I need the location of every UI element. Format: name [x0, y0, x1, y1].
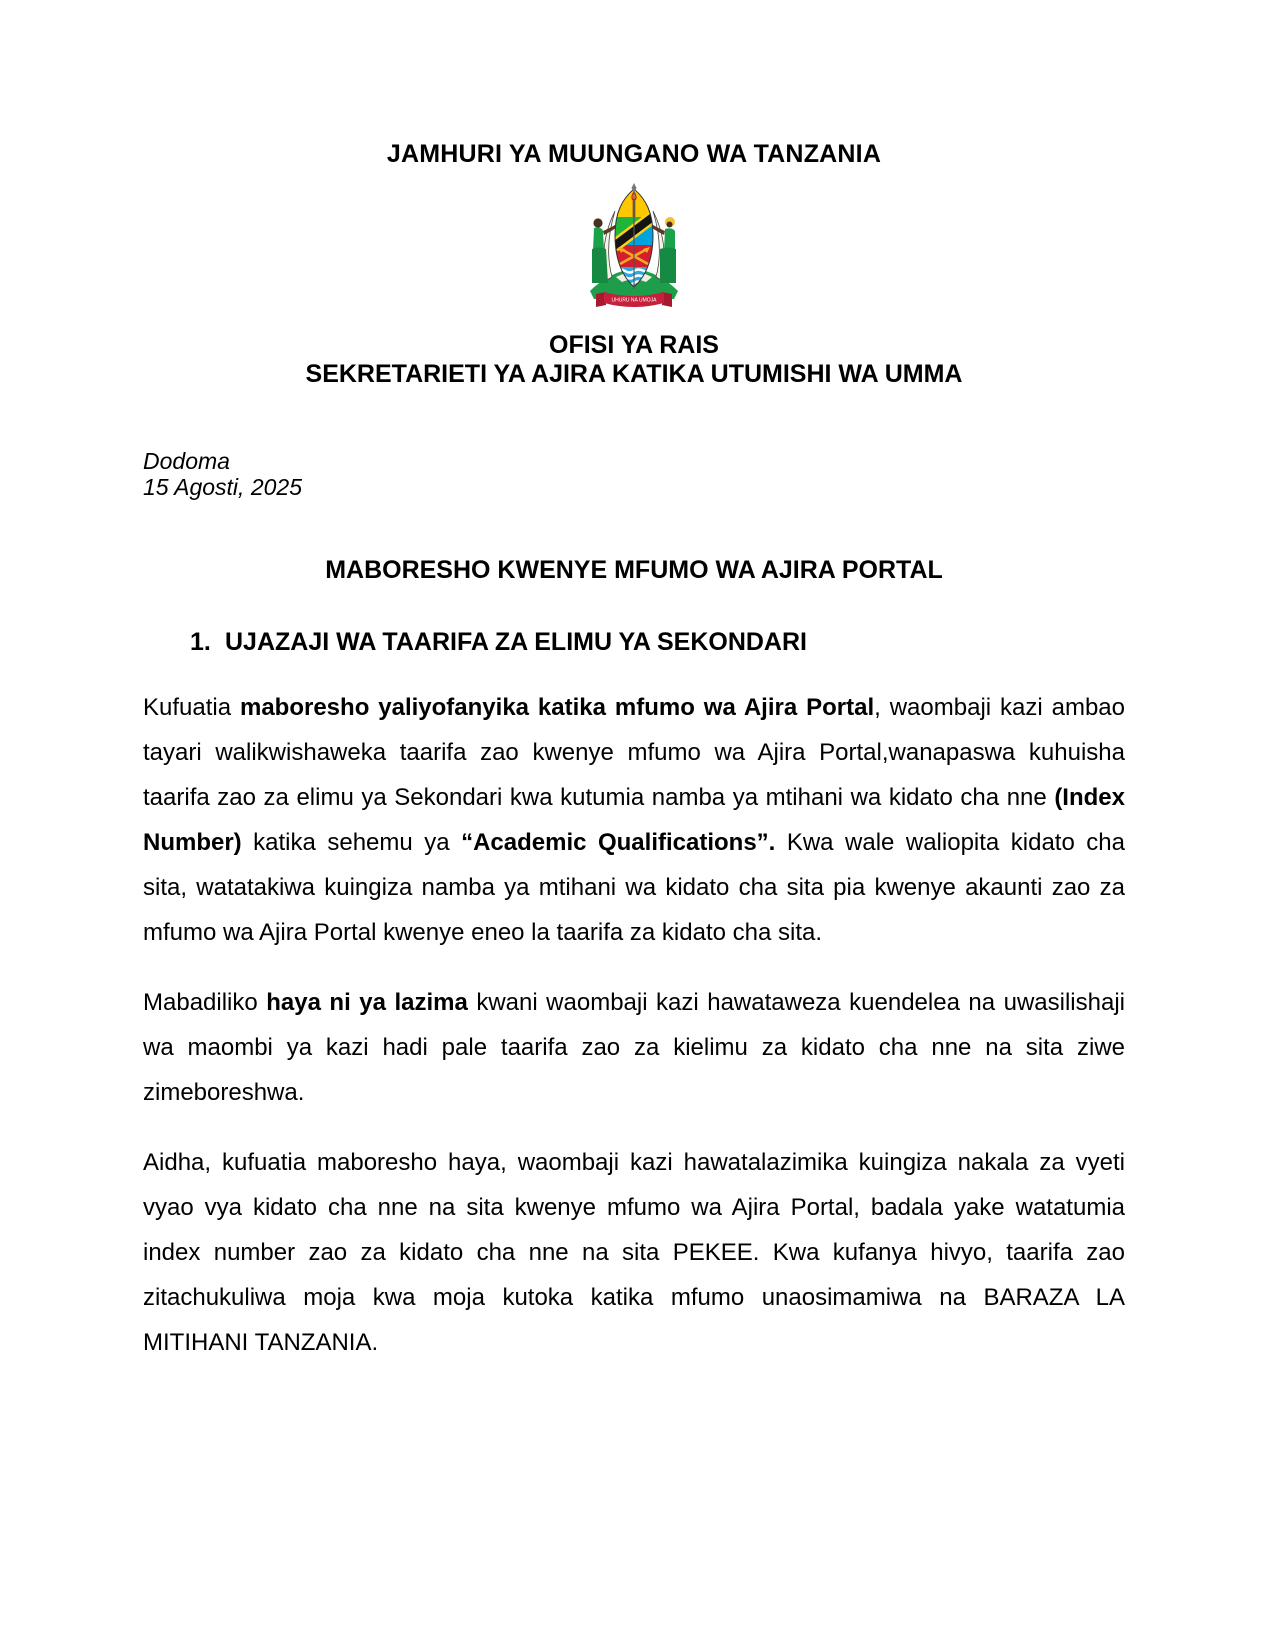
coat-of-arms — [143, 183, 1125, 311]
body-copy — [143, 685, 1125, 1365]
paragraph-1-segment: , waombaji kazi ambao tayari walikwishaweka taarifa zao kwenye mfumo wa Ajira Portal,wanapaswa kuhuisha taarifa zao za elimu ya Sekondari kwa kutumia namba ya mtihani wa kidato cha nne — [143, 694, 1125, 811]
paragraph-1-segment: katika sehemu ya — [241, 829, 462, 856]
republic-title: JAMHURI YA MUUNGANO WA TANZANIA — [386, 140, 882, 168]
paragraph-1-segment-bold: (Index Number) — [143, 784, 1125, 856]
section-number: 1. — [190, 628, 211, 656]
paragraph-2-segment: kwani waombaji kazi hawataweza kuendelea na uwasilishaji wa maombi ya kazi hadi pale taarifa zao za kielimu za kidato cha nne na sita ziwe zimeboreshwa. — [143, 989, 1125, 1106]
document-content — [143, 0, 1125, 1390]
paragraph-1-segment: Kufuatia — [143, 694, 240, 721]
tanzania-coat-of-arms-icon — [570, 183, 698, 311]
office-line-1: OFISI YA RAIS — [549, 331, 719, 359]
document-title: MABORESHO KWENYE MFUMO WA AJIRA PORTAL — [325, 556, 943, 584]
paragraph-1 — [143, 685, 1125, 955]
paragraph-1-segment-bold: “Academic Qualifications”. — [461, 829, 776, 856]
paragraph-3-segment: Aidha, kufuatia maboresho haya, waombaji kazi hawatalazimika kuingiza nakala za vyeti vyao vya kidato cha nne na sita kwenye mfumo wa Ajira Portal, badala yake watatumia index number zao za kidato cha nne na sita PEKEE. Kwa kufanya hivyo, taarifa zao zitachukuliwa moja kwa moja kutoka katika mfumo unaosimamiwa na BARAZA LA MITIHANI TANZANIA. — [143, 1149, 1125, 1356]
dateline — [143, 448, 1125, 500]
section-heading-label: UJAZAJI WA TAARIFA ZA ELIMU YA SEKONDARI — [225, 628, 807, 656]
dateline-place: Dodoma — [143, 448, 230, 474]
paragraph-2-segment: Mabadiliko — [143, 989, 267, 1016]
dateline-date: 15 Agosti, 2025 — [143, 474, 302, 500]
office-header — [143, 331, 1125, 389]
paragraph-2-segment-bold: haya ni ya lazima — [266, 989, 468, 1016]
paragraph-3 — [143, 1140, 1125, 1365]
emblem-motto: UHURU NA UMOJA — [611, 297, 657, 304]
paragraph-1-segment-bold: maboresho yaliyofanyika katika mfumo wa Ajira Portal — [239, 694, 875, 721]
paragraph-2 — [143, 980, 1125, 1115]
office-line-2: SEKRETARIETI YA AJIRA KATIKA UTUMISHI WA UMMA — [305, 360, 963, 388]
section-heading — [143, 628, 1125, 657]
paragraph-1-segment: Kwa wale waliopita kidato cha sita, watatakiwa kuingiza namba ya mtihani wa kidato cha sita pia kwenye akaunti zao za mfumo wa Ajira Portal kwenye eneo la taarifa za kidato cha sita. — [143, 829, 1125, 946]
